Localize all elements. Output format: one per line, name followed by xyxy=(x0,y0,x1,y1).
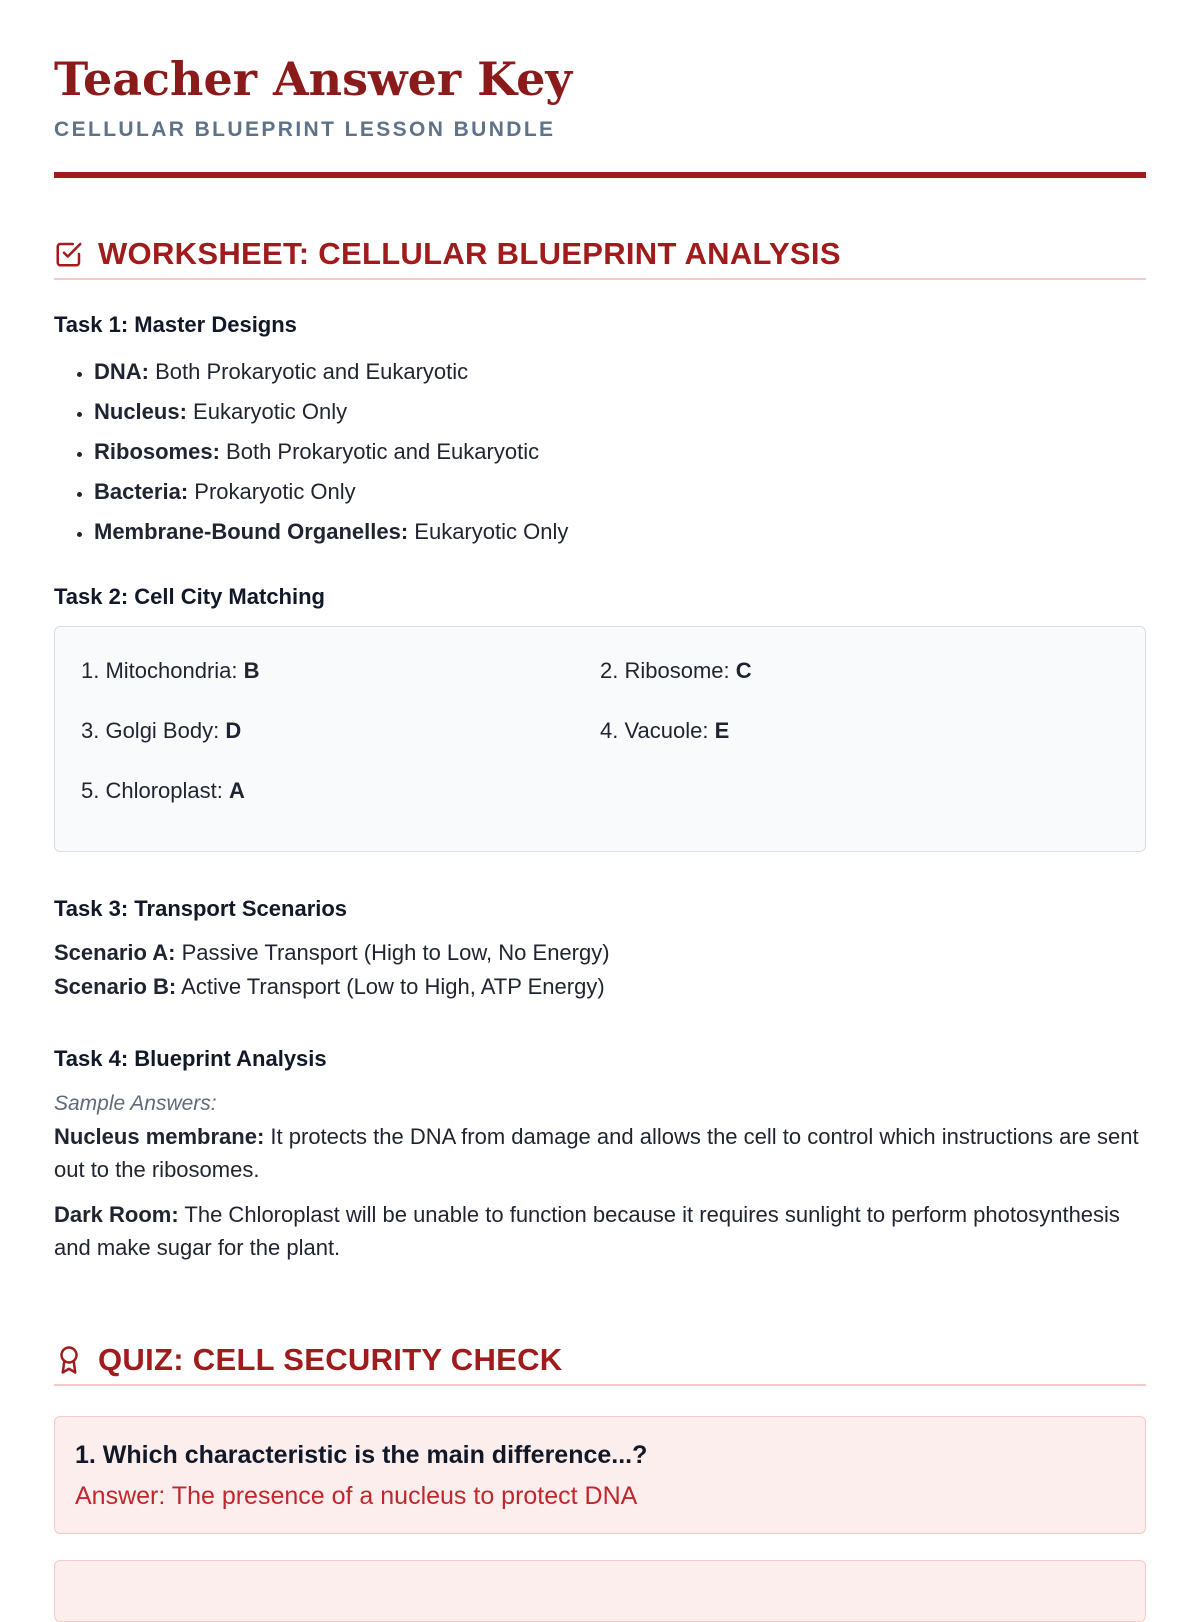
term-label: DNA: xyxy=(94,359,149,384)
match-item xyxy=(81,771,600,831)
checkbox-icon xyxy=(54,239,84,269)
match-answer: B xyxy=(243,658,260,683)
match-answer: D xyxy=(225,718,242,743)
matching-answer-box xyxy=(54,626,1146,852)
list-item xyxy=(94,512,1146,552)
quiz-question-card xyxy=(54,1560,1146,1622)
scenario-text: Passive Transport (High to Low, No Energy) xyxy=(181,940,610,965)
scenario-label: Scenario B: xyxy=(54,974,177,999)
match-item xyxy=(600,711,1119,771)
scenario-line xyxy=(54,936,1146,970)
task-4 xyxy=(54,1046,1146,1264)
term-answer: Prokaryotic Only xyxy=(194,479,356,504)
match-label: 5. Chloroplast: xyxy=(81,778,223,803)
task-1-title: Task 1: Master Designs xyxy=(54,312,297,337)
list-item xyxy=(94,392,1146,432)
task-2-title: Task 2: Cell City Matching xyxy=(54,584,325,609)
match-label: 1. Mitochondria: xyxy=(81,658,238,683)
task-2 xyxy=(54,584,1146,852)
quiz-answer: Answer: The presence of a nucleus to protect DNA xyxy=(75,1482,638,1510)
scenario-label: Scenario A: xyxy=(54,940,176,965)
match-label: 4. Vacuole: xyxy=(600,718,709,743)
task-4-title: Task 4: Blueprint Analysis xyxy=(54,1046,327,1071)
term-label: Ribosomes: xyxy=(94,439,220,464)
analysis-label: Dark Room: xyxy=(54,1202,179,1227)
term-answer: Both Prokaryotic and Eukaryotic xyxy=(155,359,469,384)
match-answer: E xyxy=(714,718,730,743)
term-label: Membrane-Bound Organelles: xyxy=(94,519,409,544)
match-answer: C xyxy=(735,658,752,683)
analysis-text: It protects the DNA from damage and allows the cell to control which instructions are sent out to the ribosomes. xyxy=(54,1124,1139,1182)
header-divider xyxy=(54,172,1146,178)
scenario-answers xyxy=(54,936,1146,1004)
match-item xyxy=(600,651,1119,711)
match-item xyxy=(81,651,600,711)
sample-answers-label: Sample Answers: xyxy=(54,1092,217,1115)
match-answer: A xyxy=(228,778,245,803)
term-answer: Both Prokaryotic and Eukaryotic xyxy=(226,439,540,464)
term-label: Bacteria: xyxy=(94,479,189,504)
page-title: Teacher Answer Key xyxy=(54,52,573,106)
analysis-answer xyxy=(54,1120,1146,1186)
scenario-text: Active Transport (Low to High, ATP Energy) xyxy=(181,974,605,999)
term-label: Nucleus: xyxy=(94,399,187,424)
worksheet-section xyxy=(54,236,1146,1264)
task-1-list xyxy=(54,352,1146,552)
page-subtitle: CELLULAR BLUEPRINT LESSON BUNDLE xyxy=(54,118,556,141)
quiz-question: 1. Which characteristic is the main difference...? xyxy=(75,1441,648,1469)
quiz-heading: QUIZ: CELL SECURITY CHECK xyxy=(98,1342,563,1377)
list-item xyxy=(94,352,1146,392)
match-label: 3. Golgi Body: xyxy=(81,718,220,743)
term-answer: Eukaryotic Only xyxy=(414,519,569,544)
task-1 xyxy=(54,312,1146,552)
match-label: 2. Ribosome: xyxy=(600,658,730,683)
task-3 xyxy=(54,896,1146,1004)
task-3-title: Task 3: Transport Scenarios xyxy=(54,896,348,921)
quiz-header xyxy=(54,1342,1146,1386)
scenario-line xyxy=(54,970,1146,1004)
analysis-text: The Chloroplast will be unable to function because it requires sunlight to perform photosynthesis and make sugar for the plant. xyxy=(54,1202,1120,1260)
worksheet-heading: WORKSHEET: CELLULAR BLUEPRINT ANALYSIS xyxy=(98,236,841,271)
worksheet-header xyxy=(54,236,1146,280)
term-answer: Eukaryotic Only xyxy=(193,399,348,424)
quiz-question-card xyxy=(54,1416,1146,1534)
match-item xyxy=(81,711,600,771)
quiz-section xyxy=(54,1342,1146,1622)
ribbon-award-icon xyxy=(54,1345,84,1375)
list-item xyxy=(94,472,1146,512)
analysis-label: Nucleus membrane: xyxy=(54,1124,265,1149)
analysis-answer xyxy=(54,1198,1146,1264)
list-item xyxy=(94,432,1146,472)
